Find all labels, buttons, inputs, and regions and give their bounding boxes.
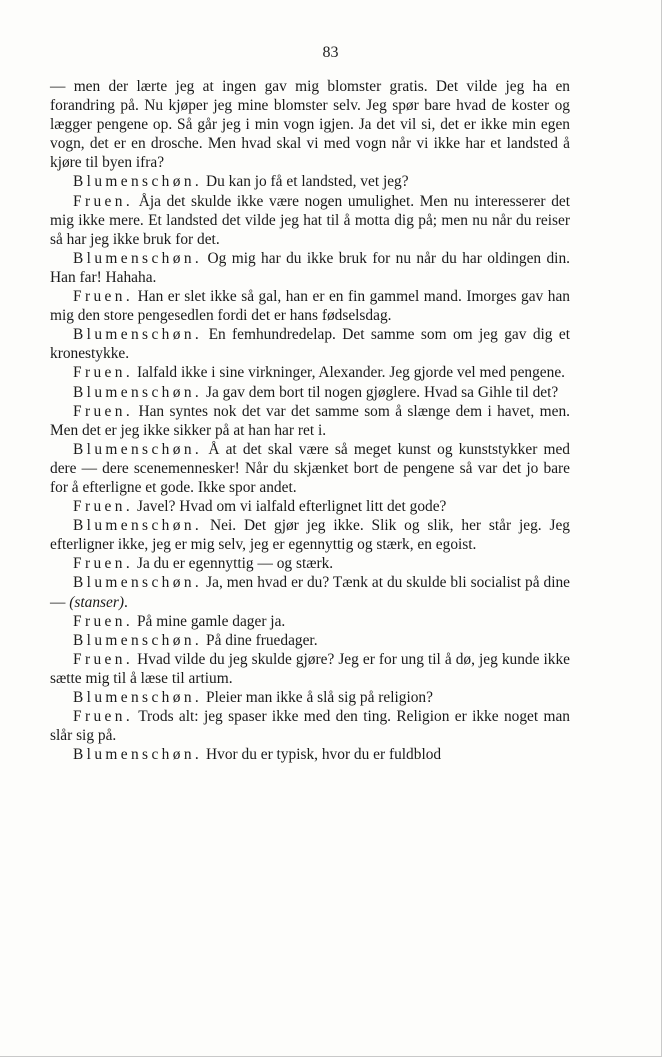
speaker-name: Blumenschøn. bbox=[73, 440, 203, 458]
paragraph-text: Javel? Hvad om vi ialfald efterlignet litt det gode? bbox=[136, 498, 447, 516]
paragraph bbox=[50, 707, 570, 745]
paragraph-text: Hvor du er typisk, hvor du er fuldblod bbox=[206, 746, 442, 764]
speaker-name: Blumenschøn. bbox=[73, 631, 203, 649]
speaker-name: Fruen. bbox=[73, 402, 134, 420]
speaker-name: Fruen. bbox=[73, 708, 134, 726]
paragraph-text: På dine fruedager. bbox=[206, 631, 318, 649]
speaker-name: Fruen. bbox=[73, 555, 134, 573]
paragraph-text: Ja du er egennyttig — og stærk. bbox=[136, 555, 334, 573]
speaker-name: Blumenschøn. bbox=[73, 326, 203, 344]
paragraph-text: På mine gamle dager ja. bbox=[136, 612, 286, 630]
paragraph bbox=[50, 631, 570, 650]
paragraph bbox=[50, 402, 570, 440]
paragraph bbox=[50, 172, 570, 191]
paragraph bbox=[50, 554, 570, 573]
paragraph bbox=[50, 383, 570, 402]
paragraph-text: Han syntes nok det var det samme som å slænge dem i havet, men. Men det er jeg ikke sikker på at han har ret i. bbox=[50, 402, 570, 439]
paragraph-text: Du kan jo få et landsted, vet jeg? bbox=[206, 173, 409, 191]
paragraph bbox=[50, 363, 570, 382]
paragraph-text: Pleier man ikke å slå sig på religion? bbox=[206, 689, 433, 706]
paragraph-text: Ja gav dem bort til nogen gjøglere. Hvad sa Gihle til det? bbox=[206, 383, 559, 401]
paragraph bbox=[50, 516, 570, 554]
paragraph bbox=[50, 650, 570, 688]
paragraph bbox=[50, 688, 570, 707]
page-text bbox=[50, 77, 570, 764]
paragraph bbox=[50, 325, 570, 363]
speaker-name: Blumenschøn. bbox=[73, 574, 203, 592]
speaker-name: Blumenschøn. bbox=[73, 689, 203, 706]
paragraph-text: Nei. Det gjør jeg ikke. Slik og slik, her står jeg. Jeg efterligner ikke, jeg er mig selv, jeg er egennyttig og stærk, en egoist. bbox=[50, 517, 570, 554]
paragraph bbox=[50, 497, 570, 516]
paragraph bbox=[50, 440, 570, 497]
stage-direction: (stanser) bbox=[69, 593, 124, 611]
paragraph-text: Og mig har du ikke bruk for nu når du har oldingen din. Han far! Hahaha. bbox=[50, 249, 570, 286]
paragraph bbox=[50, 745, 570, 764]
speaker-name: Fruen. bbox=[73, 192, 134, 210]
speaker-name: Blumenschøn. bbox=[73, 746, 203, 764]
paragraph-text: Hvad vilde du jeg skulde gjøre? Jeg er for ung til å dø, jeg kunde ikke sætte mig til å læse til artium. bbox=[50, 650, 570, 687]
paragraph bbox=[50, 249, 570, 287]
paragraph-text: Ialfald ikke i sine virkninger, Alexander. Jeg gjorde vel med pengene. bbox=[136, 364, 565, 382]
speaker-name: Fruen. bbox=[73, 612, 134, 630]
speaker-name: Fruen. bbox=[73, 498, 134, 516]
speaker-name: Blumenschøn. bbox=[73, 173, 203, 191]
paragraph bbox=[50, 287, 570, 325]
page-number: 83 bbox=[322, 44, 339, 61]
paragraph bbox=[50, 573, 570, 611]
paragraph-text: Ja, men hvad er du? Tænk at du skulde bli socialist på dine — bbox=[50, 574, 570, 611]
speaker-name: Blumenschøn. bbox=[73, 517, 203, 535]
paragraph bbox=[50, 192, 570, 249]
speaker-name: Fruen. bbox=[73, 288, 134, 306]
speaker-name: Fruen. bbox=[73, 650, 134, 668]
paragraph bbox=[50, 77, 570, 172]
speaker-name: Fruen. bbox=[73, 364, 134, 382]
paragraph-text: En femhundredelap. Det samme som om jeg gav dig et kronestykke. bbox=[50, 326, 570, 363]
speaker-name: Blumenschøn. bbox=[73, 383, 203, 401]
paragraph-text: — men der lærte jeg at ingen gav mig blomster gratis. Det vilde jeg ha en forandring på. Nu kjøper jeg mine blomster selv. Jeg spør bare hvad de koster og lægger pengene op. Så går jeg i min vogn igjen. Ja det vil si, det er ikke min egen vogn, det er en drosche. Men hvad skal vi med vogn når vi ikke har et landsted å kjøre til byen ifra? bbox=[50, 78, 570, 172]
paragraph-text: Trods alt: jeg spaser ikke med den ting. Religion er ikke noget man slår sig på. bbox=[50, 708, 570, 745]
paragraph-text: Han er slet ikke så gal, han er en fin gammel mand. Imorges gav han mig den store pengesedlen fordi det er hans fødselsdag. bbox=[50, 288, 570, 325]
punctuation: . bbox=[123, 593, 128, 611]
paragraph-text: Åja det skulde ikke være nogen umulighet. Men nu interesserer det mig ikke mere. Et landsted det vilde jeg hat til å motta dig på; men nu når du reiser så har jeg ikke bruk for det. bbox=[50, 192, 570, 248]
paragraph-text: Å at det skal være så meget kunst og kunststykker med dere — dere scenemennesker! Når du skjænket bort de pengene så var det jo bare for å efterligne et gode. Ikke spor andet. bbox=[50, 440, 570, 496]
paragraph bbox=[50, 612, 570, 631]
speaker-name: Blumenschøn. bbox=[73, 249, 203, 267]
